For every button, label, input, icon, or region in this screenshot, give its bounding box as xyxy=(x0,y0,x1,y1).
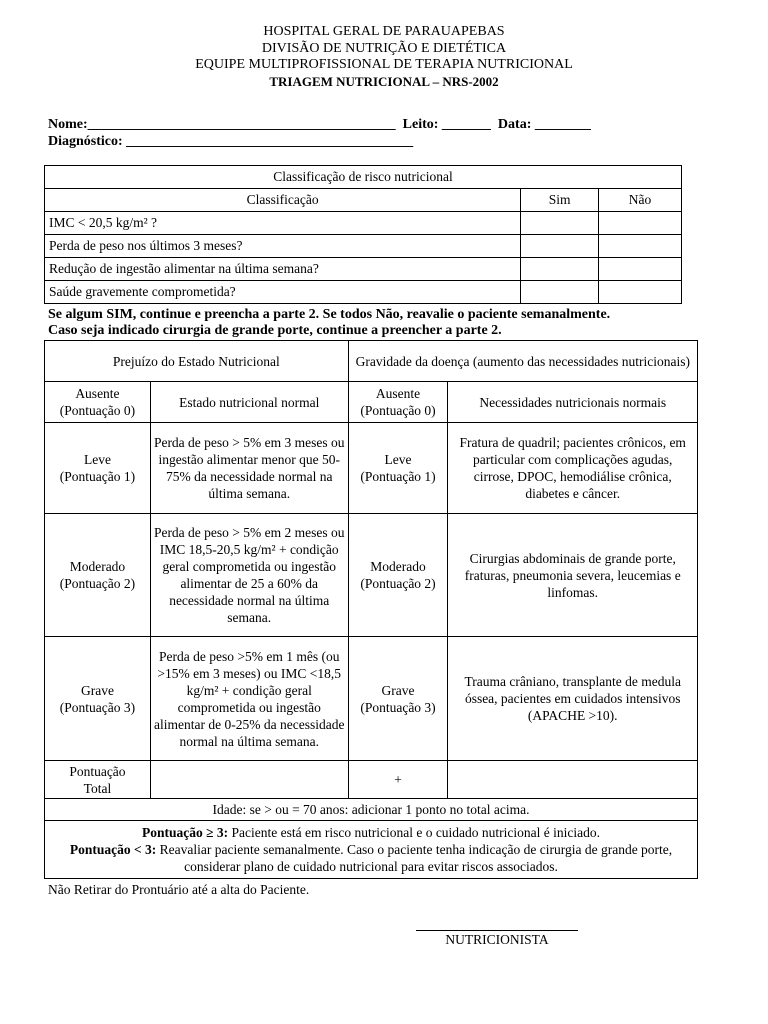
impairment-description: Perda de peso > 5% em 3 meses ou ingestão alimentar menor que 50-75% da necessidade normal na última semana. xyxy=(150,423,348,514)
score-row xyxy=(45,423,698,514)
col-classification: Classificação xyxy=(45,189,521,212)
result-low-text: Reavaliar paciente semanalmente. Caso o paciente tenha indicação de cirurgia de grande porte, considerar plano de cuidado nutricional para evitar riscos associados. xyxy=(156,842,673,874)
bed-field[interactable]: _______ xyxy=(441,117,491,132)
level-label: Grave xyxy=(381,682,415,698)
col-yes: Sim xyxy=(521,189,599,212)
no-cell[interactable] xyxy=(599,281,682,304)
severity-description: Necessidades nutricionais normais xyxy=(448,382,698,423)
yes-cell[interactable] xyxy=(521,258,599,281)
severity-description: Cirurgias abdominais de grande porte, fraturas, pneumonia severa, leucemias e linfomas. xyxy=(448,514,698,637)
diagnosis-label: Diagnóstico: xyxy=(48,134,123,149)
level-label: Grave xyxy=(80,682,114,698)
score-label: (Pontuação 2) xyxy=(59,576,136,591)
form-title: TRIAGEM NUTRICIONAL – NRS-2002 xyxy=(269,73,499,89)
risk-question: Perda de peso nos últimos 3 meses? xyxy=(45,235,521,258)
no-cell[interactable] xyxy=(599,212,682,235)
score-interpretation xyxy=(45,821,698,879)
impairment-description: Perda de peso >5% em 1 mês (ou >15% em 3 meses) ou IMC <18,5 kg/m² + condição geral comprometida ou ingestão alimentar de 0-25% da necessidade normal na última semana. xyxy=(150,637,348,761)
risk-question: IMC < 20,5 kg/m² ? xyxy=(45,212,521,235)
name-label: Nome: xyxy=(48,117,88,132)
level-label: Leve xyxy=(384,452,412,467)
severity-description: Fratura de quadril; pacientes crônicos, em particular com complicações agudas, cirrose, DPOC, hemodiálise crônica, diabetes e câncer. xyxy=(448,423,698,514)
nutritional-impairment-header: Prejuízo do Estado Nutricional xyxy=(45,341,349,382)
total-row xyxy=(45,761,698,799)
severity-description: Trauma crâniano, transplante de medula óssea, pacientes em cuidados intensivos (APACHE >10). xyxy=(448,637,698,761)
level-label: Moderado xyxy=(69,559,126,574)
col-no: Não xyxy=(599,189,682,212)
score-label: (Pontuação 0) xyxy=(59,403,136,418)
score-label: (Pontuação 3) xyxy=(360,699,436,715)
instructions xyxy=(48,307,610,339)
result-high-text: Paciente está em risco nutricional e o cuidado nutricional é iniciado. xyxy=(228,825,601,840)
team-name: EQUIPE MULTIPROFISSIONAL DE TERAPIA NUTRICIONAL xyxy=(195,57,573,72)
level-label: Leve xyxy=(83,452,111,467)
score-row xyxy=(45,637,698,761)
document-header xyxy=(0,24,768,90)
risk-table-title: Classificação de risco nutricional xyxy=(45,166,682,189)
diagnosis-field[interactable]: _________________________________________ xyxy=(126,134,414,149)
score-row xyxy=(45,382,698,423)
date-field[interactable]: ________ xyxy=(534,117,591,132)
level-label: Ausente xyxy=(375,386,421,401)
instruction-line: Caso seja indicado cirurgia de grande porte, continue a preencher a parte 2. xyxy=(48,323,502,338)
age-adjustment-note: Idade: se > ou = 70 anos: adicionar 1 ponto no total acima. xyxy=(45,799,698,821)
score-label: (Pontuação 1) xyxy=(360,469,436,484)
name-field[interactable]: ____________________________________________ xyxy=(87,117,396,132)
hospital-name: HOSPITAL GERAL DE PARAUAPEBAS xyxy=(263,24,505,39)
date-label: Data: xyxy=(497,117,532,132)
footer-note: Não Retirar do Prontuário até a alta do Paciente. xyxy=(48,882,310,897)
impairment-total-cell[interactable] xyxy=(150,761,348,799)
impairment-description: Perda de peso > 5% em 2 meses ou IMC 18,5-20,5 kg/m² + condição geral comprometida ou ingestão alimentar de 25 a 60% da necessidade normal na última semana. xyxy=(150,514,348,637)
total-label: Pontuação xyxy=(69,763,126,779)
score-label: (Pontuação 0) xyxy=(360,403,436,418)
patient-info xyxy=(48,116,728,150)
impairment-description: Estado nutricional normal xyxy=(150,382,348,423)
result-low-label: Pontuação < 3: xyxy=(69,842,157,857)
severity-total-cell[interactable] xyxy=(448,761,698,799)
risk-classification-table xyxy=(44,165,682,304)
division-name: DIVISÃO DE NUTRIÇÃO E DIETÉTICA xyxy=(261,40,507,56)
level-label: Moderado xyxy=(370,559,426,574)
instruction-line: Se algum SIM, continue e preencha a parte 2. Se todos Não, reavalie o paciente semanalmente. xyxy=(48,307,611,322)
signature-label: NUTRICIONISTA xyxy=(445,932,549,947)
score-label: (Pontuação 3) xyxy=(59,699,136,715)
level-label: Ausente xyxy=(75,386,120,401)
risk-row xyxy=(45,235,682,258)
risk-row xyxy=(45,258,682,281)
score-label: (Pontuação 2) xyxy=(360,576,436,591)
score-row xyxy=(45,514,698,637)
total-label: Total xyxy=(83,780,112,796)
score-label: (Pontuação 1) xyxy=(59,469,136,484)
risk-row xyxy=(45,281,682,304)
bed-label: Leito: xyxy=(402,117,439,132)
scoring-table xyxy=(44,340,698,879)
disease-severity-header: Gravidade da doença (aumento das necessidades nutricionais) xyxy=(348,341,697,382)
yes-cell[interactable] xyxy=(521,281,599,304)
signature-line xyxy=(416,930,578,931)
no-cell[interactable] xyxy=(599,235,682,258)
plus-sign: + xyxy=(348,761,448,799)
risk-question: Saúde gravemente comprometida? xyxy=(45,281,521,304)
risk-question: Redução de ingestão alimentar na última semana? xyxy=(45,258,521,281)
no-cell[interactable] xyxy=(599,258,682,281)
result-high-label: Pontuação ≥ 3: xyxy=(141,825,229,840)
risk-row xyxy=(45,212,682,235)
yes-cell[interactable] xyxy=(521,212,599,235)
yes-cell[interactable] xyxy=(521,235,599,258)
